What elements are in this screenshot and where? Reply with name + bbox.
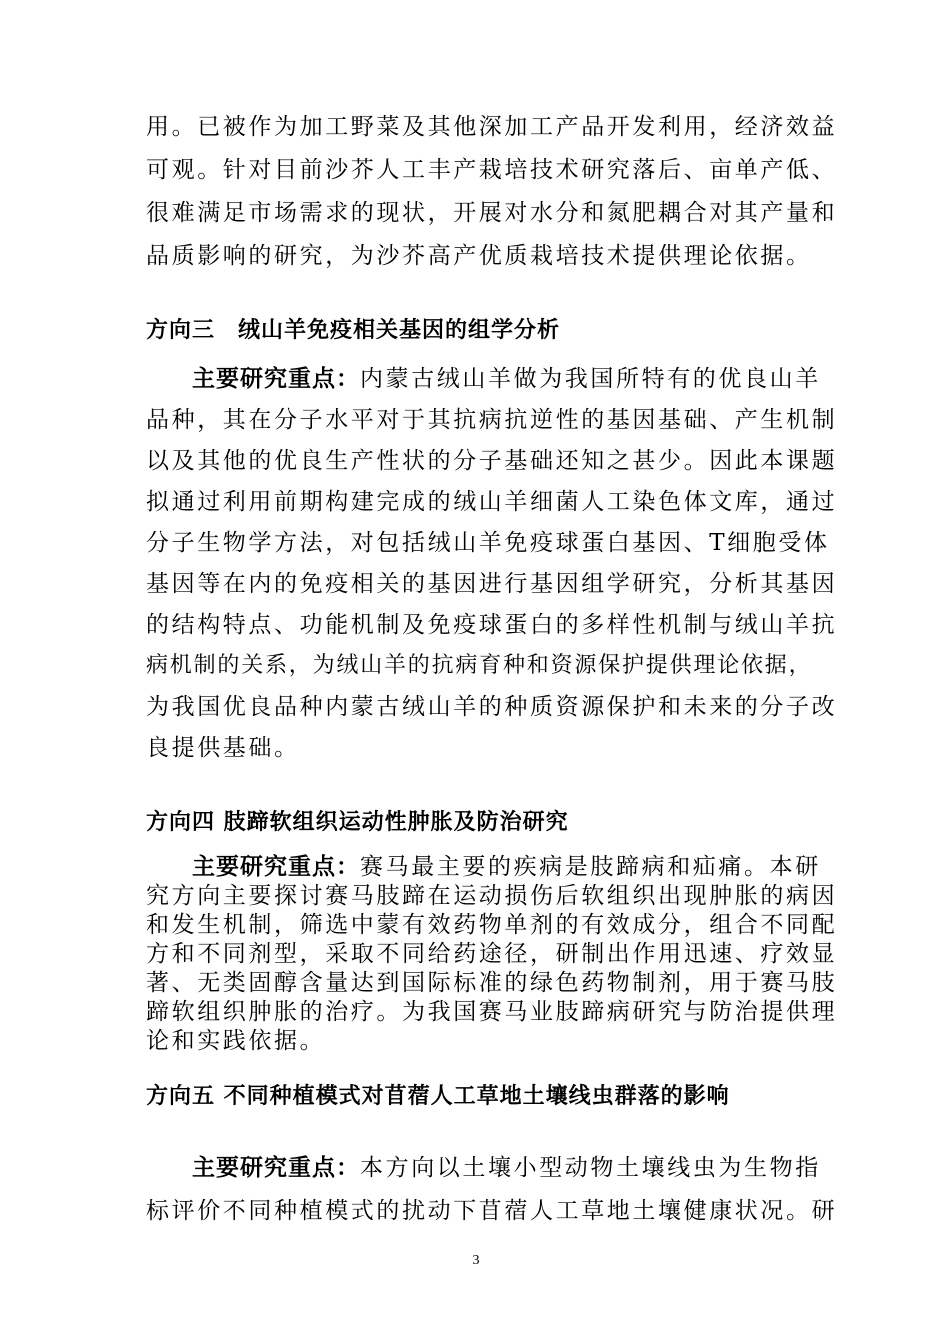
section3-line-7: 的结构特点、功能机制及免疫球蛋白的多样性机制与绒山羊抗 [146,612,838,638]
section3-line-8: 病机制的关系，为绒山羊的抗病育种和资源保护提供理论依据， [146,653,813,678]
section3-first-line [192,364,821,394]
section4-line-3: 和发生机制，筛选中蒙有效药物单剂的有效成分，组合不同配 [146,912,838,938]
section5-heading: 方向五 不同种植模式对苜蓿人工草地土壤线虫群落的影响 [146,1084,730,1109]
intro-line-4: 品质影响的研究，为沙芥高产优质栽培技术提供理论依据。 [146,243,812,269]
section3-line-5: 分子生物学方法，对包括绒山羊免疫球蛋白基因、T细胞受体 [146,530,830,556]
section3-line-3: 以及其他的优良生产性状的分子基础还知之甚少。因此本课题 [146,448,838,474]
section4-first-text: 赛马最主要的疾病是肢蹄病和疝痛。本研 [360,854,821,880]
section5-line-2: 标评价不同种植模式的扰动下苜蓿人工草地土壤健康状况。研 [146,1198,838,1224]
section3-line-9: 为我国优良品种内蒙古绒山羊的种质资源保护和未来的分子改 [146,694,838,720]
section3-first-text: 内蒙古绒山羊做为我国所特有的优良山羊 [360,366,821,392]
intro-line-1: 用。已被作为加工野菜及其他深加工产品开发利用，经济效益 [146,114,838,140]
section4-line-4: 方和不同剂型，采取不同给药途径，研制出作用迅速、疗效显 [146,941,838,967]
section4-heading: 方向四 肢蹄软组织运动性肿胀及防治研究 [146,810,569,835]
intro-line-2: 可观。针对目前沙芥人工丰产栽培技术研究落后、亩单产低、 [146,157,838,183]
section3-heading: 方向三 绒山羊免疫相关基因的组学分析 [146,318,561,343]
section5-first-text: 本方向以土壤小型动物土壤线虫为生物指 [360,1155,821,1181]
section5-first-line [192,1153,821,1183]
section4-first-line [192,852,821,882]
section4-line-6: 蹄软组织肿胀的治疗。为我国赛马业肢蹄病研究与防治提供理 [146,999,838,1025]
section4-lead: 主要研究重点： [192,854,360,880]
section3-line-4: 拟通过利用前期构建完成的绒山羊细菌人工染色体文库，通过 [146,489,838,515]
section3-line-10: 良提供基础。 [146,735,300,761]
section4-line-7: 论和实践依据。 [146,1028,326,1054]
intro-line-3: 很难满足市场需求的现状，开展对水分和氮肥耦合对其产量和 [146,200,838,226]
section3-line-2: 品种，其在分子水平对于其抗病抗逆性的基因基础、产生机制 [146,407,838,433]
section4-line-5: 著、无类固醇含量达到国际标准的绿色药物制剂，用于赛马肢 [146,970,838,996]
section3-lead: 主要研究重点： [192,366,360,392]
page-number: 3 [472,1253,480,1268]
section3-line-6: 基因等在内的免疫相关的基因进行基因组学研究，分析其基因 [146,571,838,597]
section5-lead: 主要研究重点： [192,1155,360,1181]
section4-line-2: 究方向主要探讨赛马肢蹄在运动损伤后软组织出现肿胀的病因 [146,883,838,909]
